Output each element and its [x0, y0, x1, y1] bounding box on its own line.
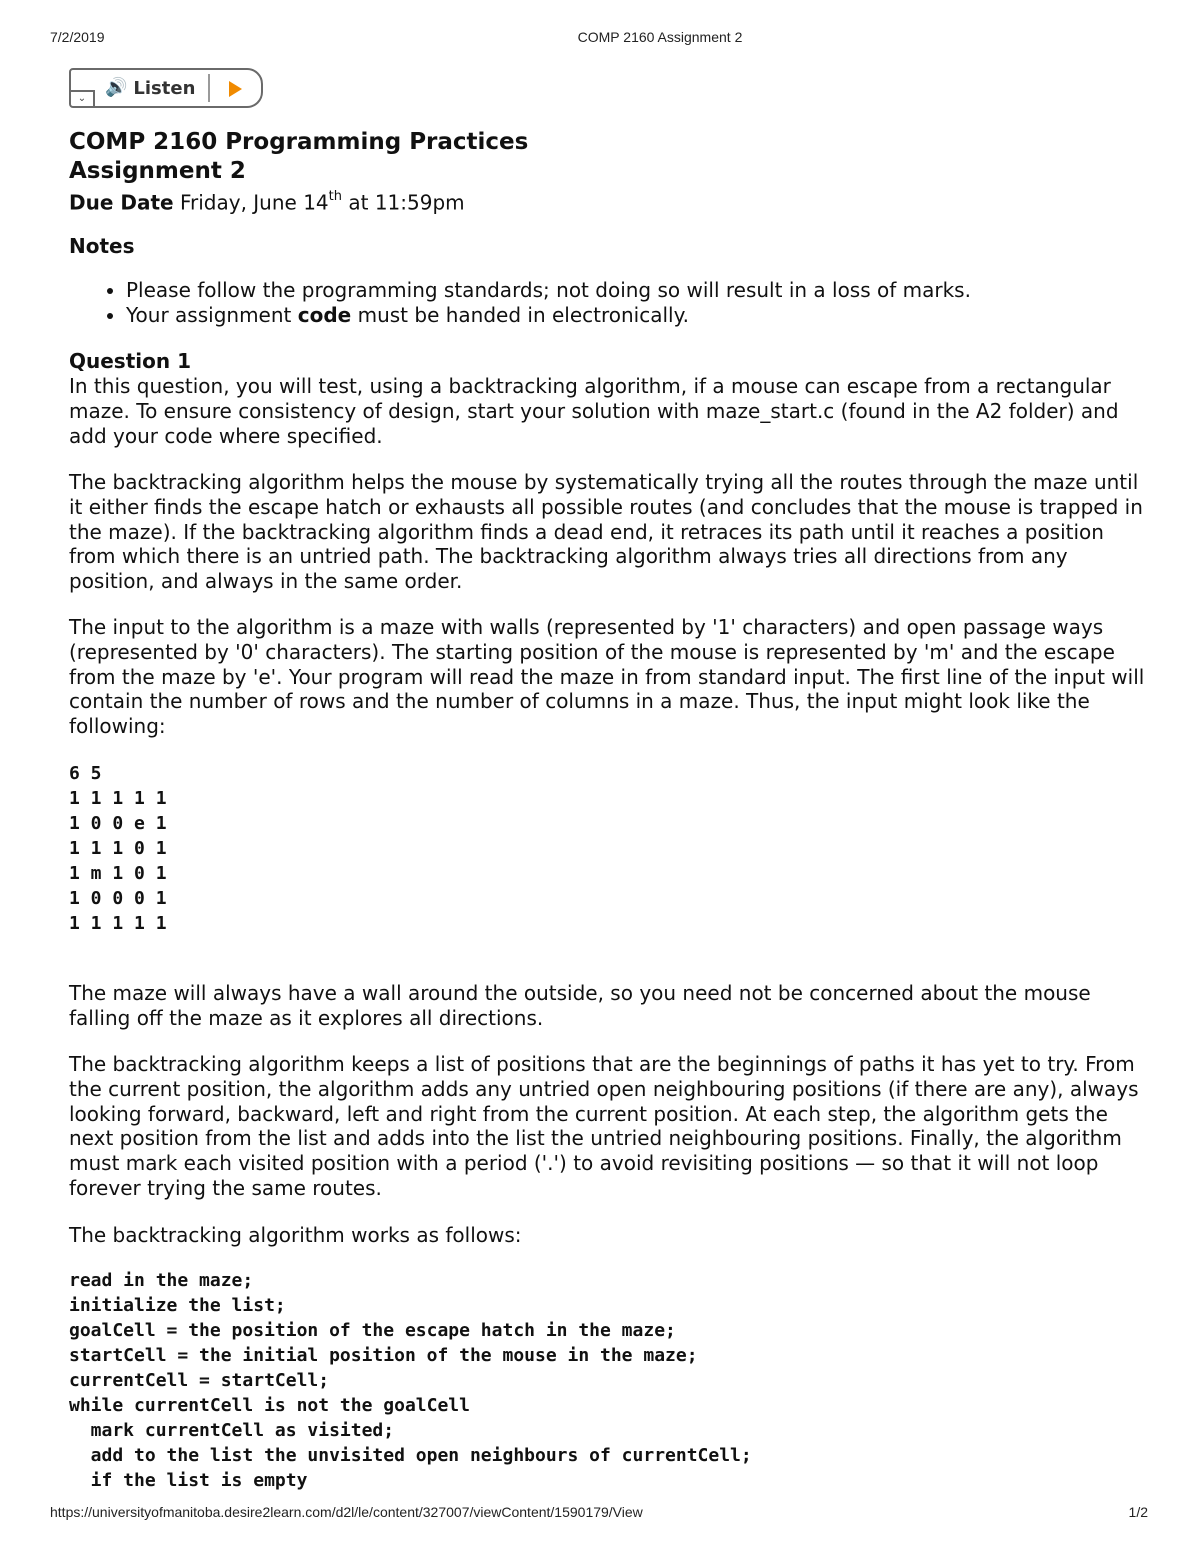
- due-label: Due Date: [69, 190, 174, 215]
- paragraph: In this question, you will test, using a backtracking algorithm, if a mouse can escape from a rectangular maze. To ensure consistency of design, start your solution with maze_start.c (found in the A2 folder) and add your code where specified.: [69, 374, 1119, 448]
- due-sup: th: [328, 189, 342, 204]
- footer-url: https://universityofmanitoba.desire2learn.com/d2l/le/content/327007/viewContent/1590179/View: [50, 1504, 643, 1520]
- notes-list: [69, 278, 971, 328]
- due-time: at 11:59pm: [348, 190, 465, 215]
- paragraph: The input to the algorithm is a maze with walls (represented by '1' characters) and open passage ways (represented by '0' characters). The starting position of the mouse is represented by 'm' and the escape from the maze by 'e'. Your program will read the maze in from standard input. The first line of the input will contain the number of rows and the number of columns in a maze. Thus, the input might look like the following:: [69, 615, 1145, 739]
- paragraph: The backtracking algorithm works as follows:: [69, 1223, 522, 1247]
- print-title: COMP 2160 Assignment 2: [577, 29, 743, 45]
- page-title: [69, 128, 528, 186]
- due-date: [69, 185, 465, 217]
- due-text: Friday, June 14: [179, 190, 329, 215]
- speaker-icon: 🔊: [105, 77, 128, 98]
- listen-label[interactable]: Listen: [133, 77, 196, 99]
- play-icon[interactable]: [229, 81, 242, 97]
- divider: [208, 74, 210, 102]
- question-heading: Question 1: [69, 349, 191, 373]
- list-item: [126, 278, 971, 303]
- paragraph: The backtracking algorithm keeps a list of positions that are the beginnings of paths it has yet to try. From the current position, the algorithm adds any untried open neighbouring positions (if there are any), always looking forward, backward, left and right from the current position. At each step, the algorithm gets the next position from the list and adds into the list the untried neighbouring positions. Finally, the algorithm must mark each visited position with a period ('.') to avoid revisiting positions — so that it will not loop forever trying the same routes.: [69, 1052, 1139, 1200]
- print-footer: [0, 1504, 1200, 1528]
- note-pre: Your assignment: [126, 303, 298, 327]
- listen-widget[interactable]: [69, 68, 263, 108]
- print-header: [0, 29, 1200, 53]
- title-line-1: COMP 2160 Programming Practices: [69, 129, 529, 155]
- title-line-2: Assignment 2: [69, 158, 246, 184]
- page-number: 1/2: [1128, 1504, 1148, 1520]
- list-item: [126, 303, 971, 328]
- note-bold: code: [297, 303, 352, 327]
- print-date: 7/2/2019: [50, 29, 105, 45]
- paragraph: The maze will always have a wall around the outside, so you need not be concerned about the mouse falling off the maze as it explores all directions.: [69, 981, 1091, 1030]
- document-content: [69, 68, 1154, 1491]
- maze-example: 6 5 1 1 1 1 1 1 0 0 e 1 1 1 1 0 1 1 m 1 0 1 1 0 0 0 1 1 1 1 1 1: [69, 763, 167, 934]
- note-post: must be handed in electronically.: [351, 303, 689, 327]
- note-text: Please follow the programming standards; not doing so will result in a loss of marks.: [126, 278, 971, 302]
- paragraph: The backtracking algorithm helps the mouse by systematically trying all the routes through the maze until it either finds the escape hatch or exhausts all possible routes (and concludes that the mouse is trapped in the maze). If the backtracking algorithm finds a dead end, it retraces its path until it reaches a position from which there is an untried path. The backtracking algorithm always tries all directions from any position, and always in the same order.: [69, 470, 1143, 594]
- algorithm-pseudocode: read in the maze; initialize the list; goalCell = the position of the escape hatch in the maze; startCell = the initial position of the mouse in the maze; currentCell = startCell; while currentCell is not the goalCell mark currentCell as visited; add to the list the unvisited open neighbours of currentCell; if the list is empty: [69, 1270, 752, 1491]
- chevron-down-icon[interactable]: ⌄: [71, 90, 95, 106]
- notes-heading: Notes: [69, 234, 135, 258]
